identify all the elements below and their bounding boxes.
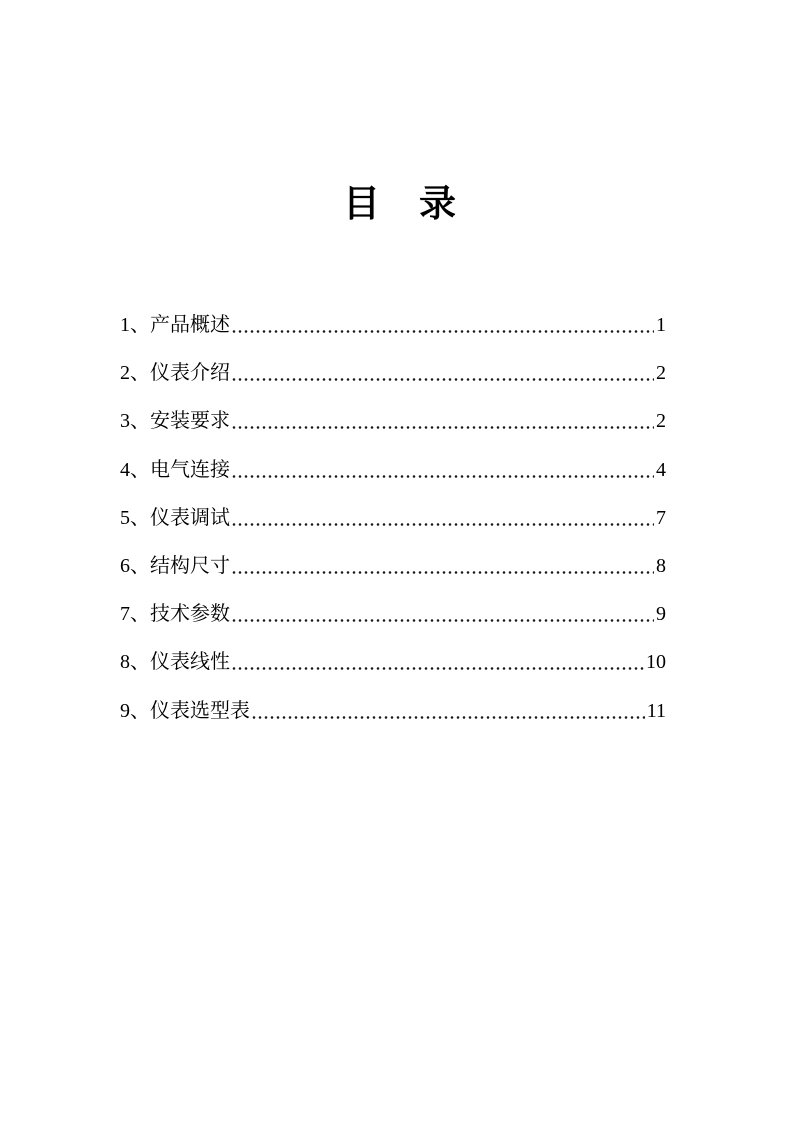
toc-entry[interactable] [120,409,666,457]
toc-leader-dots [231,602,654,623]
toc-entry-label: 6、结构尺寸 [120,554,230,577]
toc-entry-page: 2 [656,362,666,385]
toc-entry[interactable] [120,602,666,650]
toc-entry-page: 4 [656,458,666,481]
toc-entry-label: 7、技术参数 [120,603,230,626]
toc-entry-label: 5、仪表调试 [120,506,230,529]
toc-entry-page: 7 [656,506,666,529]
toc-entry-label: 1、产品概述 [120,314,230,336]
toc-entry-page: 10 [646,651,666,674]
toc-leader-dots [231,650,644,671]
toc-leader-dots [231,458,654,479]
toc-entry-label: 8、仪表线性 [120,651,230,674]
toc-entry-page: 9 [656,603,666,626]
toc-leader-dots [251,699,645,720]
toc-leader-dots [231,554,654,575]
toc-leader-dots [231,361,654,382]
toc-entry-page: 8 [656,554,666,577]
toc-leader-dots [231,409,654,430]
toc-title: 目 录 [343,184,457,225]
toc-entry[interactable] [120,650,666,698]
toc-leader-dots [231,313,654,334]
toc-entry-label: 2、仪表介绍 [120,362,230,385]
toc-entry[interactable] [120,361,666,409]
toc-entry[interactable] [120,506,666,554]
toc-leader-dots [231,506,654,527]
toc-entry-page: 11 [646,699,666,722]
toc-entry-label: 3、安装要求 [120,410,230,433]
toc-entry-label: 4、电气连接 [120,458,230,481]
toc-entry[interactable] [120,554,666,602]
toc-entry[interactable] [120,313,666,361]
toc-entry-page: 2 [656,410,666,433]
toc-entry[interactable] [120,699,666,747]
toc-entry[interactable] [120,458,666,506]
toc-entry-page: 1 [656,314,666,336]
toc-entry-label: 9、仪表选型表 [120,699,250,722]
toc-list [120,313,666,747]
